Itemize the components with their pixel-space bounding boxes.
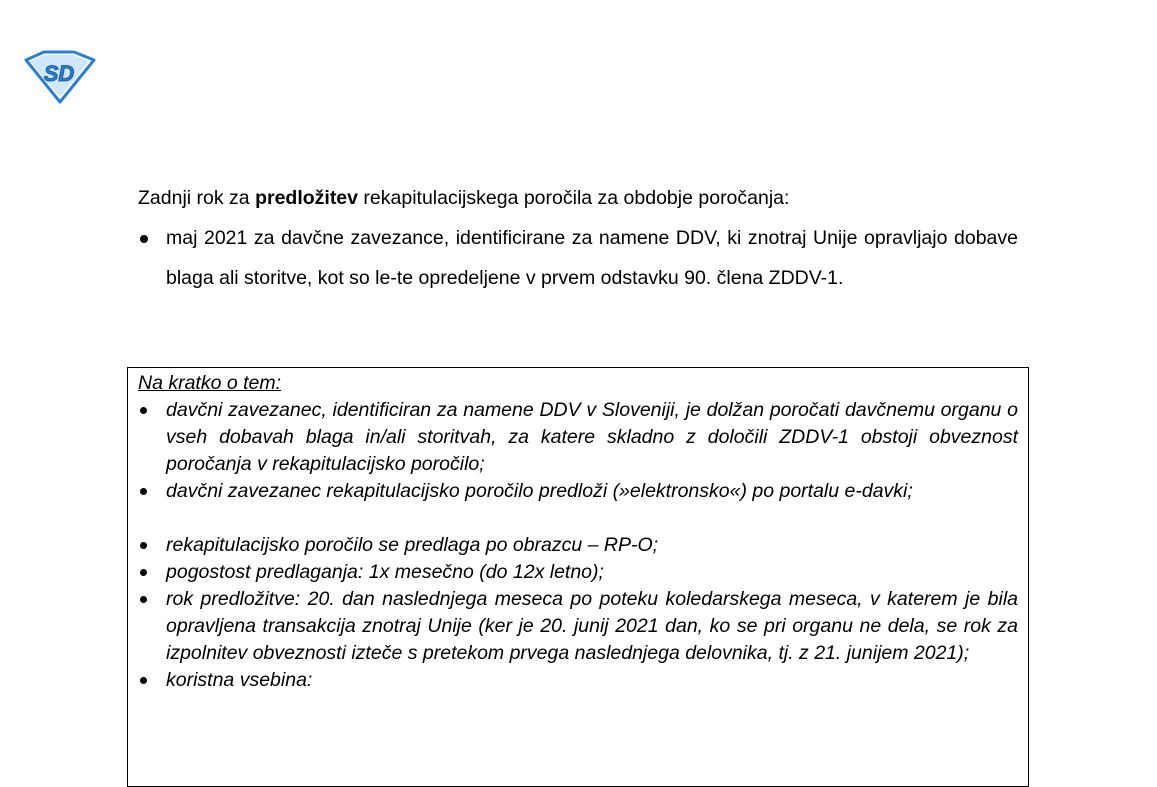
list-item-text: rekapitulacijsko poročilo se predlaga po obrazcu – RP-O; (166, 534, 659, 556)
intro-after: rekapitulacijskega poročila za obdobje poročanja: (358, 187, 790, 209)
list-item (138, 586, 1018, 667)
sd-logo (22, 48, 96, 104)
deadline-section (138, 178, 1018, 298)
bullet-icon (140, 407, 147, 414)
list-item (138, 478, 1018, 505)
list-item-text: davčni zavezanec rekapitulacijsko poročilo predloži (»elektronsko«) po portalu e-davki; (166, 480, 913, 502)
list-item-text: rok predložitve: 20. dan naslednjega meseca po poteku koledarskega meseca, v katerem je bila opravljena transakcija znotraj Unije (ker je 20. junij 2021 dan, ko se pri organu ne dela, se rok za izpolnitev obveznosti izteče s pretekom prvega naslednjega delovnika, tj. z 21. junijem 2021); (166, 588, 1018, 664)
list-item (138, 559, 1018, 586)
list-item (138, 667, 1018, 694)
list-item (138, 532, 1018, 559)
intro-bold: predložitev (255, 187, 358, 209)
list-item-text: koristna vsebina: (166, 669, 313, 691)
deadline-list (138, 218, 1018, 298)
logo-text: SD (43, 61, 75, 86)
bullet-icon (140, 677, 147, 684)
bullet-icon (140, 569, 147, 576)
list-item-text: davčni zavezanec, identificiran za namene DDV v Sloveniji, je dolžan poročati davčnemu organu o vseh dobavah blaga in/ali storitvah, za katere skladno z določili ZDDV-1 obstoji obveznost poročanja v rekapitulacijsko poročilo; (166, 399, 1018, 475)
summary-box (127, 367, 1029, 787)
list-item (138, 218, 1018, 298)
list-item (138, 397, 1018, 478)
deadline-intro (138, 178, 1018, 218)
summary-title: Na kratko o tem: (138, 372, 282, 394)
list-item-text: maj 2021 za davčne zavezance, identificirane za namene DDV, ki znotraj Unije opravljajo dobave blaga ali storitve, kot so le-te opredeljene v prvem odstavku 90. člena ZDDV-1. (166, 227, 1018, 289)
bullet-icon (140, 235, 148, 243)
bullet-icon (140, 596, 147, 603)
sd-shield-logo-icon (22, 48, 96, 104)
intro-before: Zadnji rok za (138, 187, 256, 209)
summary-list (138, 397, 1018, 694)
list-item-text: pogostost predlaganja: 1x mesečno (do 12x letno); (166, 561, 604, 583)
bullet-icon (140, 542, 147, 549)
bullet-icon (140, 488, 147, 495)
